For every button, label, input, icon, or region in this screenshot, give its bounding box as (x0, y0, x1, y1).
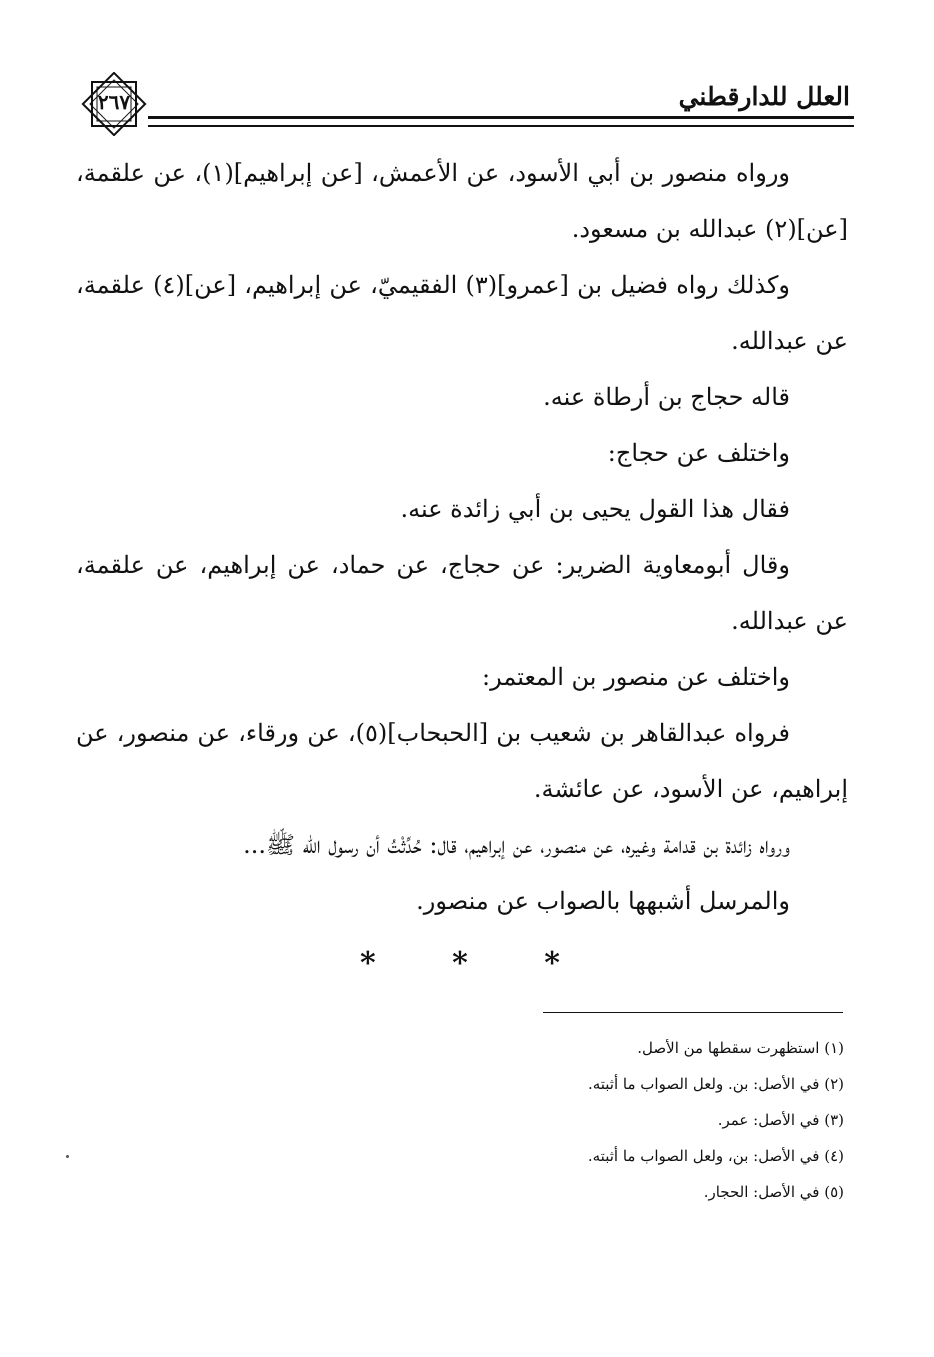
text-line: عبدالله. (731, 327, 808, 355)
text-line: واختلف عن منصور بن المعتمر: (482, 663, 790, 691)
text-line: وقال أبومعاوية الضرير: عن حجاج، عن حماد، عن إبراهيم، عن علقمة، عن (76, 551, 848, 635)
footnote: (٣) في الأصل: عمر. (717, 1111, 844, 1129)
text-line: قاله حجاج بن أرطاة عنه. (543, 383, 790, 411)
separator-star: * (544, 946, 560, 981)
paragraph (76, 369, 848, 425)
footnote: (٤) في الأصل: بن، ولعل الصواب ما أثبته. (587, 1147, 844, 1165)
header-rule-thin (148, 126, 854, 127)
paragraph (76, 873, 848, 929)
text-line: إبراهيم، عن الأسود، عن عائشة. (533, 775, 848, 803)
page-number: ٢٦٧ (97, 90, 131, 114)
text-line: فقال هذا القول يحيى بن أبي زائدة عنه. (400, 495, 790, 523)
paragraph (76, 705, 848, 817)
paragraph (76, 537, 848, 649)
separator-star: * (360, 946, 376, 981)
footnote: (٥) في الأصل: الحجار. (703, 1183, 844, 1201)
paragraph (76, 425, 848, 481)
text-line: فرواه عبدالقاهر بن شعيب بن [الحبحاب](٥)، عن ورقاء، عن منصور، عن (76, 719, 790, 747)
text-line: رسول الله ﷺ... (243, 831, 359, 859)
paragraph (76, 481, 848, 537)
section-separator (360, 946, 560, 981)
paragraph (76, 257, 848, 369)
paragraph (76, 145, 848, 257)
footnote: (١) استظهرت سقطها من الأصل. (637, 1039, 844, 1057)
book-title: العلل للدارقطني (678, 82, 850, 111)
text-line: ورواه زائدة بن قدامة وغيره، عن منصور، عن إبراهيم، قال: حُدِّثْتُ أن (366, 831, 790, 859)
header-rule (148, 116, 854, 126)
main-text (76, 145, 848, 929)
text-line: والمرسل أشبهها بالصواب عن منصور. (416, 887, 790, 915)
footnote-rule (543, 1012, 843, 1013)
footnotes (344, 1030, 844, 1210)
text-line: واختلف عن حجاج: (607, 439, 790, 467)
separator-star: * (452, 946, 468, 981)
text-line: ورواه منصور بن أبي الأسود، عن الأعمش، [عن إبراهيم](١)، عن علقمة، (76, 159, 790, 187)
paragraph (76, 649, 848, 705)
text-line: وكذلك رواه فضيل بن [عمرو](٣) الفقيميّ، عن إبراهيم، [عن](٤) علقمة، عن (76, 271, 848, 355)
paragraph (76, 817, 848, 873)
text-line: [عن](٢) عبدالله بن مسعود. (571, 215, 848, 243)
scan-speck (66, 1155, 69, 1158)
footnote: (٢) في الأصل: بن. ولعل الصواب ما أثبته. (587, 1075, 844, 1093)
text-line: عبدالله. (731, 607, 808, 635)
